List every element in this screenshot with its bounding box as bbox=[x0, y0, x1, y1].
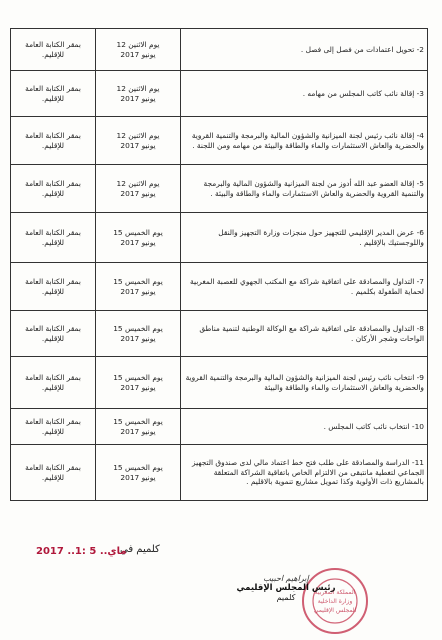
meeting-date-cell bbox=[96, 445, 181, 501]
agenda-item-cell bbox=[181, 165, 428, 213]
meeting-place-cell bbox=[11, 263, 96, 311]
agenda-item-text: 2- تحويل اعتمادات من فصل إلى فصل . bbox=[300, 44, 424, 54]
meeting-place-cell bbox=[11, 445, 96, 501]
date-line-2: يونيو 2017 bbox=[120, 93, 156, 103]
place-line-1: بمقر الكتابة العامة bbox=[25, 462, 81, 472]
agenda-item-text: 8- التداول والمصادقة على اتفاقية شراكة مع الوكالة الوطنية لتنمية مناطق الواحات وشجر الأركان . bbox=[199, 323, 424, 343]
date-line-1: يوم الخميس 15 bbox=[113, 372, 163, 382]
agenda-item-cell bbox=[181, 71, 428, 117]
place-line-1: بمقر الكتابة العامة bbox=[25, 276, 81, 286]
agenda-item-cell bbox=[181, 409, 428, 445]
footer-place-text: كلميم في bbox=[120, 544, 160, 555]
agenda-table bbox=[10, 28, 428, 501]
date-line-1: يوم الاثنين 12 bbox=[116, 39, 160, 49]
meeting-date-cell bbox=[96, 409, 181, 445]
agenda-item-text: 7- التداول والمصادقة على اتفاقية شراكة مع المكتب الجهوي للعصبة المغربية لحماية الطفولة بكلميم . bbox=[190, 276, 424, 296]
date-line-2: يونيو 2017 bbox=[120, 188, 156, 198]
place-line-2: للإقليم. bbox=[41, 140, 65, 150]
meeting-date-cell bbox=[96, 165, 181, 213]
date-line-1: يوم الخميس 15 bbox=[113, 323, 163, 333]
date-line-1: يوم الخميس 15 bbox=[113, 462, 163, 472]
agenda-row bbox=[11, 165, 428, 213]
place-line-1: بمقر الكتابة العامة bbox=[25, 39, 81, 49]
stamp-line-1: المملكة المغربية bbox=[314, 589, 356, 596]
agenda-row bbox=[11, 445, 428, 501]
footer-date-text: 2017 ..ماي.. 5 :1 bbox=[36, 546, 127, 557]
meeting-date-cell bbox=[96, 117, 181, 165]
footer-date bbox=[36, 546, 127, 557]
agenda-row bbox=[11, 29, 428, 71]
place-line-2: للإقليم. bbox=[41, 286, 65, 296]
agenda-row bbox=[11, 71, 428, 117]
place-line-1: بمقر الكتابة العامة bbox=[25, 323, 81, 333]
date-line-2: يونيو 2017 bbox=[120, 382, 156, 392]
place-line-2: للإقليم. bbox=[41, 426, 65, 436]
meeting-place-cell bbox=[11, 311, 96, 357]
agenda-row bbox=[11, 213, 428, 263]
place-line-1: بمقر الكتابة العامة bbox=[25, 416, 81, 426]
place-line-2: للإقليم. bbox=[41, 93, 65, 103]
signature-title: رئيس المجلس الإقليمي bbox=[236, 583, 336, 593]
date-line-1: يوم الاثنين 12 bbox=[116, 83, 160, 93]
agenda-item-cell bbox=[181, 213, 428, 263]
agenda-item-text: 4- إقالة نائب رئيس لجنة الميزانية والشؤون المالية والبرمجة والتنمية القروية والحضرية والعاش الاستثمارات والماء والطاقة والبيئة من مهامه ومن اللجنة . bbox=[191, 130, 424, 150]
date-line-2: يونيو 2017 bbox=[120, 49, 156, 59]
agenda-item-cell bbox=[181, 263, 428, 311]
agenda-table-body bbox=[11, 29, 428, 501]
place-line-1: بمقر الكتابة العامة bbox=[25, 130, 81, 140]
meeting-place-cell bbox=[11, 29, 96, 71]
meeting-place-cell bbox=[11, 213, 96, 263]
agenda-item-cell bbox=[181, 445, 428, 501]
meeting-place-cell bbox=[11, 409, 96, 445]
place-line-2: للإقليم. bbox=[41, 237, 65, 247]
place-line-1: بمقر الكتابة العامة bbox=[25, 178, 81, 188]
date-line-2: يونيو 2017 bbox=[120, 140, 156, 150]
signature-place: كلميم bbox=[276, 593, 296, 602]
place-line-1: بمقر الكتابة العامة bbox=[25, 227, 81, 237]
place-line-1: بمقر الكتابة العامة bbox=[25, 372, 81, 382]
agenda-item-cell bbox=[181, 311, 428, 357]
meeting-date-cell bbox=[96, 213, 181, 263]
meeting-place-cell bbox=[11, 165, 96, 213]
meeting-place-cell bbox=[11, 117, 96, 165]
date-line-2: يونيو 2017 bbox=[120, 237, 156, 247]
meeting-date-cell bbox=[96, 357, 181, 409]
meeting-date-cell bbox=[96, 263, 181, 311]
agenda-item-text: 5- إقالة العضو عبد الله أدوز من لجنة الميزانية والشؤون المالية والبرمجة والتنمية القروية والحضرية والعاش الاستثمارات والماء والطاقة والبيئة . bbox=[203, 178, 424, 198]
meeting-place-cell bbox=[11, 357, 96, 409]
date-line-2: يونيو 2017 bbox=[120, 286, 156, 296]
stamp-line-3: المجلس الإقليمي bbox=[313, 607, 357, 614]
signature-block bbox=[226, 574, 346, 602]
agenda-item-text: 6- عرض المدير الإقليمي للتجهيز حول منجزات وزارة التجهيز والنقل واللوجستيك بالإقليم . bbox=[218, 227, 424, 247]
agenda-item-text: 3- إقالة نائب كاتب المجلس من مهامه . bbox=[302, 88, 424, 98]
agenda-item-text: 11- الدراسة والمصادقة على طلب فتح خط اعتماد مالي لدى صندوق التجهيز الجماعي لتغطية مانتبقى من الالتزام الخاص باتفاقية الشراكة المتعلقة بالمشاريع ذات الأولوية وكذا تمويل مشاريع تنموية بالاقليم . bbox=[192, 457, 424, 487]
date-line-1: يوم الخميس 15 bbox=[113, 227, 163, 237]
meeting-date-cell bbox=[96, 311, 181, 357]
place-line-2: للإقليم. bbox=[41, 188, 65, 198]
agenda-item-cell bbox=[181, 29, 428, 71]
place-line-2: للإقليم. bbox=[41, 382, 65, 392]
date-line-2: يونيو 2017 bbox=[120, 472, 156, 482]
meeting-date-cell bbox=[96, 29, 181, 71]
agenda-item-cell bbox=[181, 117, 428, 165]
date-line-1: يوم الخميس 15 bbox=[113, 416, 163, 426]
agenda-row bbox=[11, 263, 428, 311]
date-line-2: يونيو 2017 bbox=[120, 333, 156, 343]
place-line-1: بمقر الكتابة العامة bbox=[25, 83, 81, 93]
agenda-row bbox=[11, 409, 428, 445]
agenda-row bbox=[11, 357, 428, 409]
date-line-1: يوم الاثنين 12 bbox=[116, 130, 160, 140]
agenda-row bbox=[11, 311, 428, 357]
place-line-2: للإقليم. bbox=[41, 472, 65, 482]
signature-name: إبراهيم احبيب bbox=[263, 574, 309, 583]
agenda-item-text: 10- انتخاب نائب كاتب المجلس . bbox=[323, 421, 424, 431]
agenda-item-cell bbox=[181, 357, 428, 409]
meeting-date-cell bbox=[96, 71, 181, 117]
agenda-row bbox=[11, 117, 428, 165]
stamp-line-2: وزارة الداخلية bbox=[317, 598, 353, 605]
date-line-1: يوم الاثنين 12 bbox=[116, 178, 160, 188]
place-line-2: للإقليم. bbox=[41, 333, 65, 343]
date-line-2: يونيو 2017 bbox=[120, 426, 156, 436]
agenda-item-text: 9- انتخاب نائب رئيس لجنة الميزانية والشؤون المالية والبرمجة والتنمية القروية والحضرية والعاش الاستثمارات والماء والطاقة والبيئة bbox=[185, 372, 424, 392]
place-line-2: للإقليم. bbox=[41, 49, 65, 59]
meeting-place-cell bbox=[11, 71, 96, 117]
date-line-1: يوم الخميس 15 bbox=[113, 276, 163, 286]
